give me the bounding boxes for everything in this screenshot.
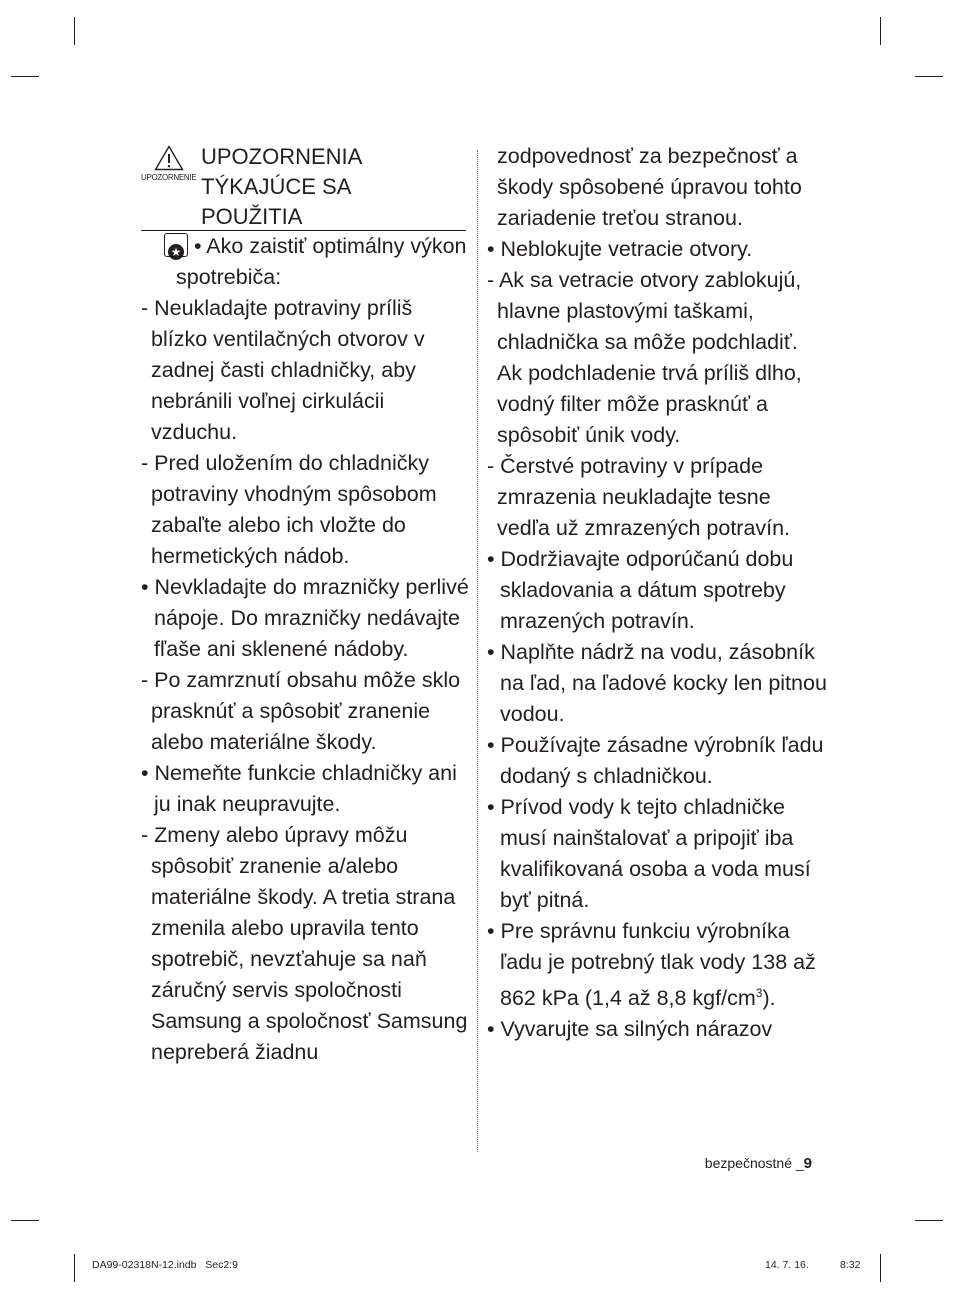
crop-mark — [880, 17, 881, 45]
bullet-item — [487, 234, 827, 265]
right-column — [487, 141, 827, 1045]
superscript: 3 — [755, 986, 763, 1000]
print-time: 8:32 — [840, 1259, 861, 1271]
section-header — [141, 141, 471, 231]
item-text: - Čerstvé potraviny v prípade zmrazenia neukladajte tesne vedľa už zmrazených potravín. — [487, 454, 791, 540]
column-divider — [477, 150, 478, 1152]
crop-mark — [915, 1220, 943, 1221]
item-text: • Ako zaistiť optimálny výkon spotrebiča: — [176, 234, 467, 289]
print-date: 14. 7. 16. — [765, 1259, 809, 1271]
item-text: - Po zamrznutí obsahu môže sklo prasknúť a spôsobiť zranenie alebo materiálne škody. — [141, 668, 461, 754]
paragraph-continuation — [487, 141, 827, 234]
warning-icon-label: UPOZORNENIE — [141, 173, 197, 182]
crop-mark — [11, 1220, 39, 1221]
title-line: TÝKAJÚCE SA — [201, 174, 352, 199]
dash-item — [141, 293, 471, 448]
item-text: - Ak sa vetracie otvory zablokujú, hlavne plastovými taškami, chladnička sa môže podchladiť. Ak podchladenie trvá príliš dlho, vodný filter môže prasknúť a spôsobiť únik vody. — [487, 268, 802, 447]
bullet-item — [487, 1014, 827, 1045]
bullet-item — [487, 730, 827, 792]
title-line: UPOZORNENIA — [201, 144, 363, 169]
crop-mark — [74, 17, 75, 45]
left-paragraphs — [141, 231, 471, 1068]
item-text: zodpovednosť za bezpečnosť a škody spôsobené úpravou tohto zariadenie treťou stranou. — [497, 144, 802, 230]
bullet-item — [487, 544, 827, 637]
left-column — [141, 141, 471, 1068]
item-text: • Prívod vody k tejto chladničke musí nainštalovať a pripojiť iba kvalifikovaná osoba a voda musí byť pitná. — [487, 795, 811, 912]
crop-mark — [880, 1254, 881, 1282]
item-text: • Dodržiavajte odporúčanú dobu skladovania a dátum spotreby mrazených potravín. — [487, 547, 794, 633]
item-text: - Neukladajte potraviny príliš blízko ventilačných otvorov v zadnej časti chladničky, aby nebránili voľnej cirkulácii vzduchu. — [141, 296, 425, 444]
warning-triangle-icon — [154, 145, 184, 171]
bullet-item — [487, 792, 827, 916]
page-number: 9 — [803, 1155, 812, 1172]
item-text: - Pred uložením do chladničky potraviny vhodným spôsobom zabaľte alebo ich vložte do hermetických nádob. — [141, 451, 437, 568]
crop-mark — [74, 1254, 75, 1282]
bullet-item — [487, 637, 827, 730]
right-paragraphs — [487, 141, 827, 1045]
item-text: • Nemeňte funkcie chladničky ani ju inak neupravujte. — [141, 761, 457, 816]
title-rule — [141, 230, 466, 231]
dash-item — [141, 665, 471, 758]
bullet-item — [487, 916, 827, 1014]
dash-item — [487, 265, 827, 451]
item-text: • Používajte zásadne výrobník ľadu dodaný s chladničkou. — [487, 733, 824, 788]
title-line: POUŽITIA — [201, 204, 303, 229]
item-text: • Nevkladajte do mrazničky perlivé nápoje. Do mrazničky nedávajte fľaše ani sklenené nádoby. — [141, 575, 469, 661]
page-footer — [705, 1155, 812, 1172]
star-icon: ★ — [164, 233, 188, 257]
print-filename: DA99-02318N-12.indb Sec2:9 — [92, 1259, 238, 1271]
item-text: • Vyvarujte sa silných nárazov — [487, 1017, 773, 1042]
item-text: - Zmeny alebo úpravy môžu spôsobiť zranenie a/alebo materiálne škody. A tretia strana zmenila alebo upravila tento spotrebič, nevzťahuje sa naň záručný servis spoločnosti Samsung a spoločnosť Samsung nepreberá žiadnu — [141, 823, 468, 1064]
bullet-item — [141, 572, 471, 665]
section-title — [201, 142, 362, 232]
item-text: • Pre správnu funkciu výrobníka ľadu je potrebný tlak vody 138 až 862 kPa (1,4 až 8,8 kgf/cm — [487, 919, 816, 1011]
footer-section: bezpečnostné _ — [704, 1155, 804, 1171]
item-text-tail: ). — [762, 986, 776, 1011]
crop-mark — [11, 76, 39, 77]
bullet-item — [141, 231, 471, 293]
item-text: • Neblokujte vetracie otvory. — [487, 237, 753, 261]
item-text: • Naplňte nádrž na vodu, zásobník na ľad, na ľadové kocky len pitnou vodou. — [487, 640, 827, 726]
bullet-item — [141, 758, 471, 820]
dash-item — [487, 451, 827, 544]
crop-mark — [915, 76, 943, 77]
dash-item — [141, 820, 471, 1068]
dash-item — [141, 448, 471, 572]
